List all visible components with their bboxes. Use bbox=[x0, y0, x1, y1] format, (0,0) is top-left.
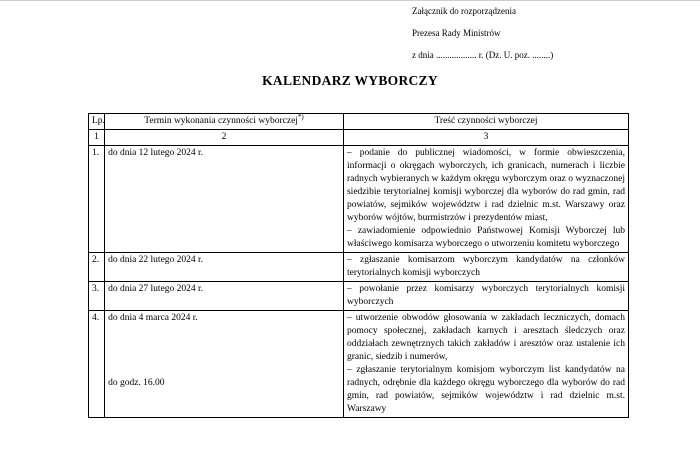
row-term bbox=[105, 253, 344, 282]
row-number: 3. bbox=[89, 282, 105, 311]
content-item: – podanie do publicznej wiadomości, w formie obwieszczenia, informacji o okręgach wyborczych, ich granicach, numerach i liczbie radnych wybieranych w każdym okręgu wyborczym oraz o wyznaczonej siedzibie terytorialnej komisji wyborczej dla wyborów do rad gmin, rad powiatów, sejmików województw i rad dzielnic m.st. Warszawy oraz wyborów wójtów, burmistrzów i prezydentów miast, bbox=[346, 148, 625, 223]
term-text: do godz. 16.00 bbox=[108, 378, 165, 388]
column-number: 2 bbox=[105, 130, 344, 146]
content-item: – zgłaszanie komisarzom wyborczym kandydatów na członków terytorialnych komisji wyborczych bbox=[346, 255, 625, 278]
table-row bbox=[89, 253, 629, 282]
row-term bbox=[105, 311, 344, 418]
column-number-row bbox=[89, 130, 629, 146]
term-text: do dnia 27 lutego 2024 r. bbox=[108, 284, 204, 294]
row-term bbox=[105, 146, 344, 253]
row-term bbox=[105, 282, 344, 311]
content-item: – zawiadomienie odpowiednio Państwowej Komisji Wyborczej lub właściwego komisarza wyborczego o utworzeniu komitetu wyborczego bbox=[346, 226, 625, 249]
term-text: do dnia 22 lutego 2024 r. bbox=[108, 255, 204, 265]
window-top-border bbox=[0, 0, 700, 1]
header-lp: Lp. bbox=[89, 114, 105, 130]
row-content bbox=[343, 253, 628, 282]
row-number: 1. bbox=[89, 146, 105, 253]
header-term bbox=[105, 114, 344, 130]
annex-line-2: Prezesa Rady Ministrów bbox=[412, 28, 501, 38]
header-term-footnote: *) bbox=[297, 112, 304, 121]
annex-line-1: Załącznik do rozporządzenia bbox=[412, 6, 516, 16]
term-text: do dnia 4 marca 2024 r. bbox=[108, 313, 198, 323]
header-content: Treść czynności wyborczej bbox=[343, 114, 628, 130]
table-row bbox=[89, 311, 629, 418]
column-number: 3 bbox=[343, 130, 628, 146]
table-row bbox=[89, 282, 629, 311]
row-content bbox=[343, 146, 628, 253]
annex-header bbox=[412, 0, 553, 66]
row-number: 4. bbox=[89, 311, 105, 418]
election-calendar-table bbox=[88, 113, 629, 418]
annex-line-3: z dnia .................. r. (Dz. U. poz. ........) bbox=[412, 50, 554, 60]
table-header-row bbox=[89, 114, 629, 130]
document-title: KALENDARZ WYBORCZY bbox=[262, 73, 438, 88]
header-term-label: Termin wykonania czynności wyborczej bbox=[144, 116, 298, 126]
row-content bbox=[343, 282, 628, 311]
term-text: do dnia 12 lutego 2024 r. bbox=[108, 148, 204, 158]
content-item: – zgłaszanie terytorialnym komisjom wyborczym list kandydatów na radnych, odrębnie dla każdego okręgu wyborczego dla wyborów do rad gmin, rad powiatów, sejmików województw i rad dzielnic m.st. Warszawy bbox=[346, 365, 625, 414]
row-content bbox=[343, 311, 628, 418]
row-number: 2. bbox=[89, 253, 105, 282]
content-item: – utworzenie obwodów głosowania w zakładach leczniczych, domach pomocy społecznej, zakładach karnych i aresztach śledczych oraz oddziałach zewnętrznych takich zakładów i aresztów oraz ustalenie ich granic, siedzib i numerów, bbox=[346, 313, 625, 362]
content-item: – powołanie przez komisarzy wyborczych terytorialnych komisji wyborczych bbox=[346, 284, 625, 307]
table-row bbox=[89, 146, 629, 253]
column-number: 1 bbox=[89, 130, 105, 146]
